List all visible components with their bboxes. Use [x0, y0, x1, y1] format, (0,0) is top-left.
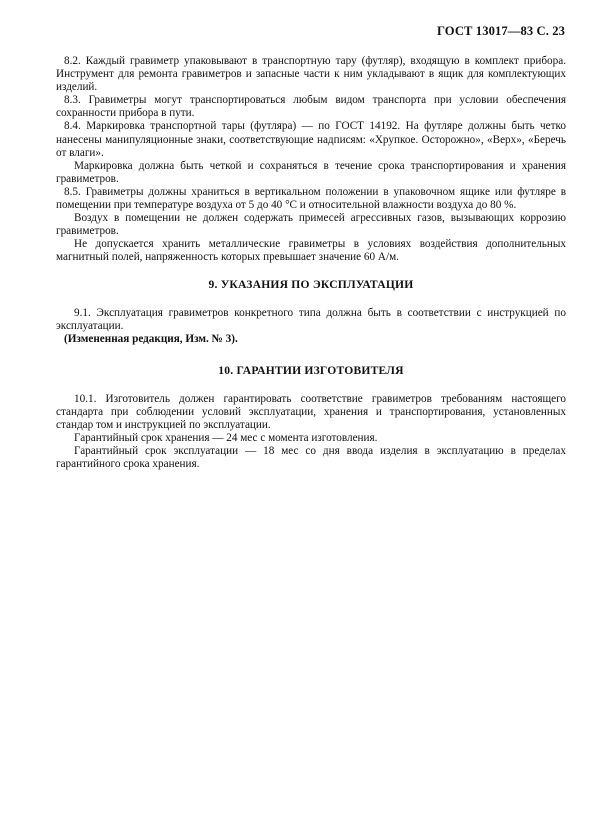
paragraph-operation-warranty: Гарантийный срок эксплуатации — 18 мес со дня ввода изделия в эксплуатацию в пределах гарантийного срока хранения. [56, 445, 566, 471]
section-10-heading: 10. ГАРАНТИИ ИЗГОТОВИТЕЛЯ [218, 363, 404, 377]
paragraph-8-5: 8.5. Гравиметры должны храниться в вертикальном положении в упаковочном ящике или футляре в помещении при температуре воздуха от 5 до 40 °С и относительной влажности воздуха до 80 %. [56, 185, 566, 212]
paragraph-metal: Не допускается хранить металлические гравиметры в условиях воздействия дополнительных магнитный полей, напряженность которых превышает значение 60 А/м. [56, 238, 566, 264]
running-header: ГОСТ 13017—83 С. 23 [437, 24, 565, 38]
paragraph-air: Воздух в помещении не должен содержать примесей агрессивных газов, вызывающих коррозию гравиметров. [56, 212, 566, 238]
paragraph-9-1: 9.1. Эксплуатация гравиметров конкретного типа должна быть в соответствии с инструкцией по эксплуатации. [56, 306, 566, 332]
paragraph-8-3: 8.3. Гравиметры могут транспортироваться любым видом транспорта при условии обеспечения сохранности прибора в пути. [56, 94, 566, 120]
paragraph-8-2: 8.2. Каждый гравиметр упаковывают в транспортную тару (футляр), входящую в комплект прибора. Инструмент для ремонта гравиметров и запасные части к ним укладывают в ящик для комплектующих изделий. [56, 55, 566, 94]
document-body [56, 55, 566, 472]
paragraph-storage-warranty: Гарантийный срок хранения — 24 мес с момента изготовления. [74, 432, 378, 445]
amendment-note: (Измененная редакция, Изм. № 3). [64, 332, 238, 345]
section-9-heading: 9. УКАЗАНИЯ ПО ЭКСПЛУАТАЦИИ [208, 277, 414, 291]
paragraph-8-4: 8.4. Маркировка транспортной тары (футляра) — по ГОСТ 14192. На футляре должны быть четко нанесены манипуляционные знаки, соответствующие надписям: «Хрупкое. Осторожно», «Верх», «Беречь от влаги». [56, 120, 566, 159]
paragraph-10-1: 10.1. Изготовитель должен гарантировать соответствие гравиметров требованиям настоящего стандарта при соблюдении условий эксплуатации, хранения и транспортирования, установленных стандар том и инструкцией по эксплуатации. [56, 392, 566, 432]
paragraph-marking: Маркировка должна быть четкой и сохраняться в течение срока транспортирования и хранения гравиметров. [56, 159, 566, 185]
